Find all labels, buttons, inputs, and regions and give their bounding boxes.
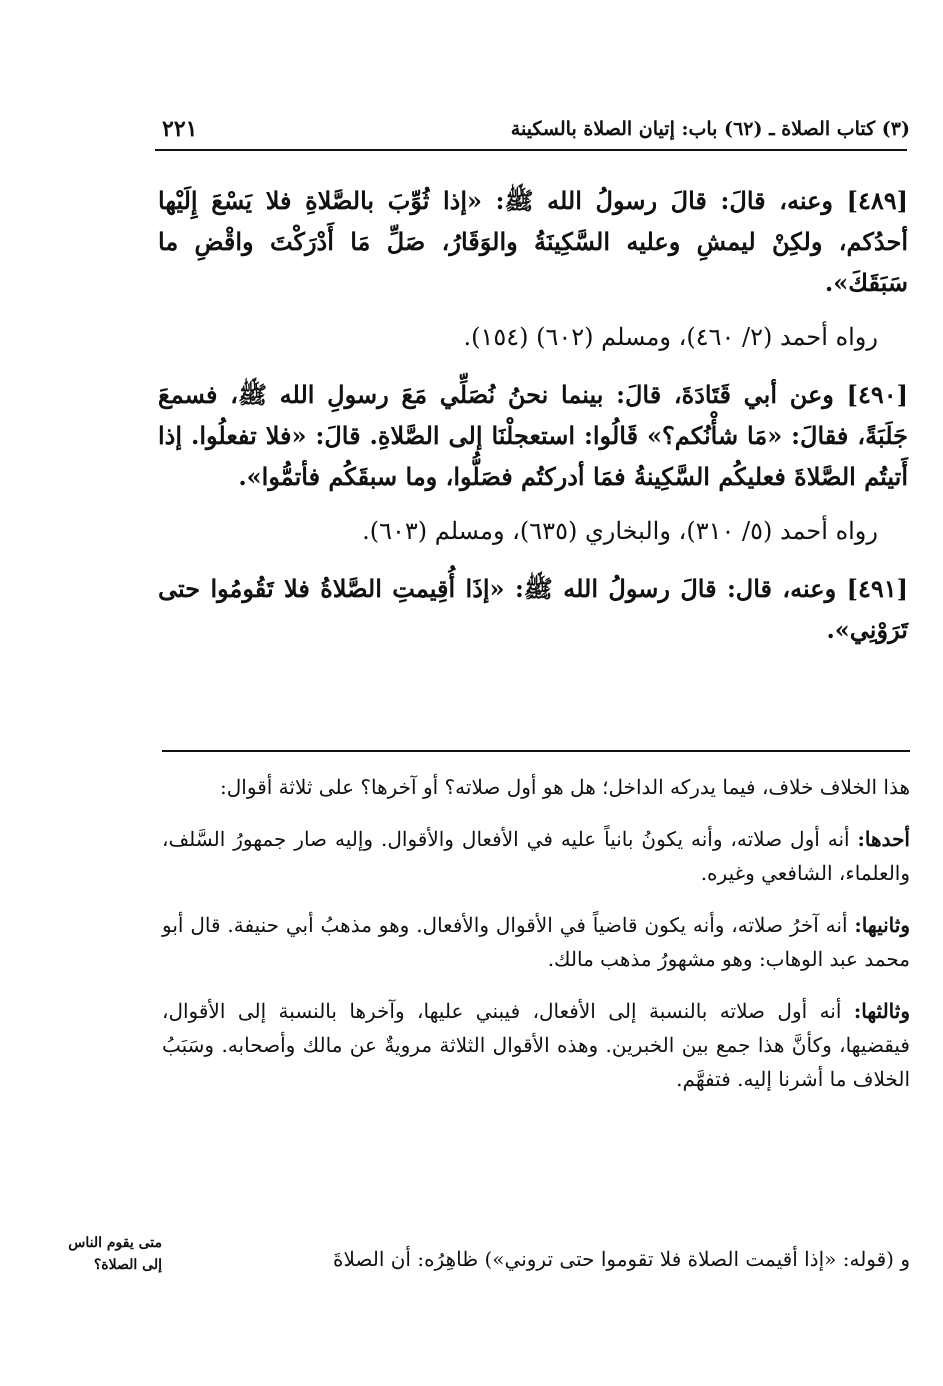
hadith-reference: رواه أحمد (٢/ ٤٦٠)، ومسلم (٦٠٢) (١٥٤).	[463, 323, 878, 351]
commentary-opinion-2	[162, 908, 910, 976]
running-head: (٣) كتاب الصلاة ـ (٦٢) باب: إتيان الصلاة بالسكينة	[510, 118, 910, 140]
hadith-489	[158, 180, 908, 303]
opinion-lead: وثانيها:	[854, 913, 910, 937]
commentary-text: أنه أول صلاته بالنسبة إلى الأفعال، فيبني عليها، وآخرها بالنسبة إلى الأقوال، فيقضيها، وكأنَّ هذا جمع بين الخبرين. وهذه الأقوال الثلاثة مرويةٌ عن مالك وأصحابه. وسَبَبُ الخلاف ما أشرنا إليه. فتفهَّم.	[162, 999, 910, 1091]
commentary-last-line: و (قوله: «إذا أقيمت الصلاة فلا تقوموا حتى تروني») ظاهِرُه: أن الصلاةَ	[332, 1247, 910, 1271]
footnote-rule	[162, 750, 910, 752]
opinion-lead: أحدها:	[857, 827, 910, 851]
commentary-text: هذا الخلاف خلاف، فيما يدركه الداخل؛ هل هو أول صلاته؟ أو آخرها؟ على ثلاثة أقوال:	[220, 775, 910, 799]
commentary-opinion-3	[162, 994, 910, 1096]
hadith-number: [٤٩١]	[846, 574, 908, 603]
hadith-number: [٤٩٠]	[846, 380, 908, 409]
commentary-opinion-1	[162, 822, 910, 890]
commentary-section	[162, 770, 910, 1114]
header-rule	[155, 149, 907, 151]
hadith-text: وعنه، قالَ: قالَ رسولُ الله ﷺ: «إذا ثُوِّبَ بالصَّلاةِ فلا يَسْعَ إِلَيْها أحدُكم، ولكِنْ ليمشِ وعليه السَّكِينَةُ والوَقَارُ، صَلِّ مَا أَدْرَكْتَ واقْضِ ما سَبَقَكَ».	[158, 186, 909, 297]
hadith-section	[158, 180, 908, 664]
page-header	[162, 112, 910, 152]
commentary-intro	[162, 770, 910, 804]
opinion-lead: وثالثها:	[853, 999, 910, 1023]
hadith-number: [٤٨٩]	[846, 186, 909, 215]
hadith-reference: رواه أحمد (٥/ ٣١٠)، والبخاري (٦٣٥)، ومسلم (٦٠٣).	[362, 517, 878, 545]
hadith-text: وعنه، قال: قالَ رسولُ الله ﷺ: «إذَا أُقِيمتِ الصَّلاةُ فلا تَقُومُوا حتى تَرَوْنِي».	[158, 574, 908, 644]
hadith-491	[158, 568, 908, 650]
commentary-text: أنه آخرُ صلاته، وأنه يكون قاضياً في الأقوال والأفعال. وهو مذهبُ أبي حنيفة. قال أبو محمد عبد الوهاب: وهو مشهورُ مذهب مالك.	[162, 913, 910, 971]
margin-note: متى يقوم الناس إلى الصلاة؟	[68, 1235, 162, 1273]
page-number: ٢٢١	[162, 116, 198, 142]
hadith-490	[158, 374, 908, 497]
commentary-text: أنه أول صلاته، وأنه يكونُ بانياً عليه في الأفعال والأقوال. وإليه صار جمهورُ السَّلف، والعلماء، الشافعي وغيره.	[162, 827, 910, 885]
hadith-text: وعن أبي قَتَادَةَ، قالَ: بينما نحنُ نُصَلِّي مَعَ رسولِ الله ﷺ، فسمعَ جَلَبَةً، فقالَ: «مَا شأْنُكم؟» قَالُوا: استعجلْنَا إلى الصَّلاةِ. قالَ: «فلا تفعلُوا. إذا أَتيتُم الصَّلاةَ فعليكُم السَّكِينةُ فمَا أدركتُم فصَلُّوا، وما سبقَكُم فأتمُّوا».	[158, 380, 908, 491]
